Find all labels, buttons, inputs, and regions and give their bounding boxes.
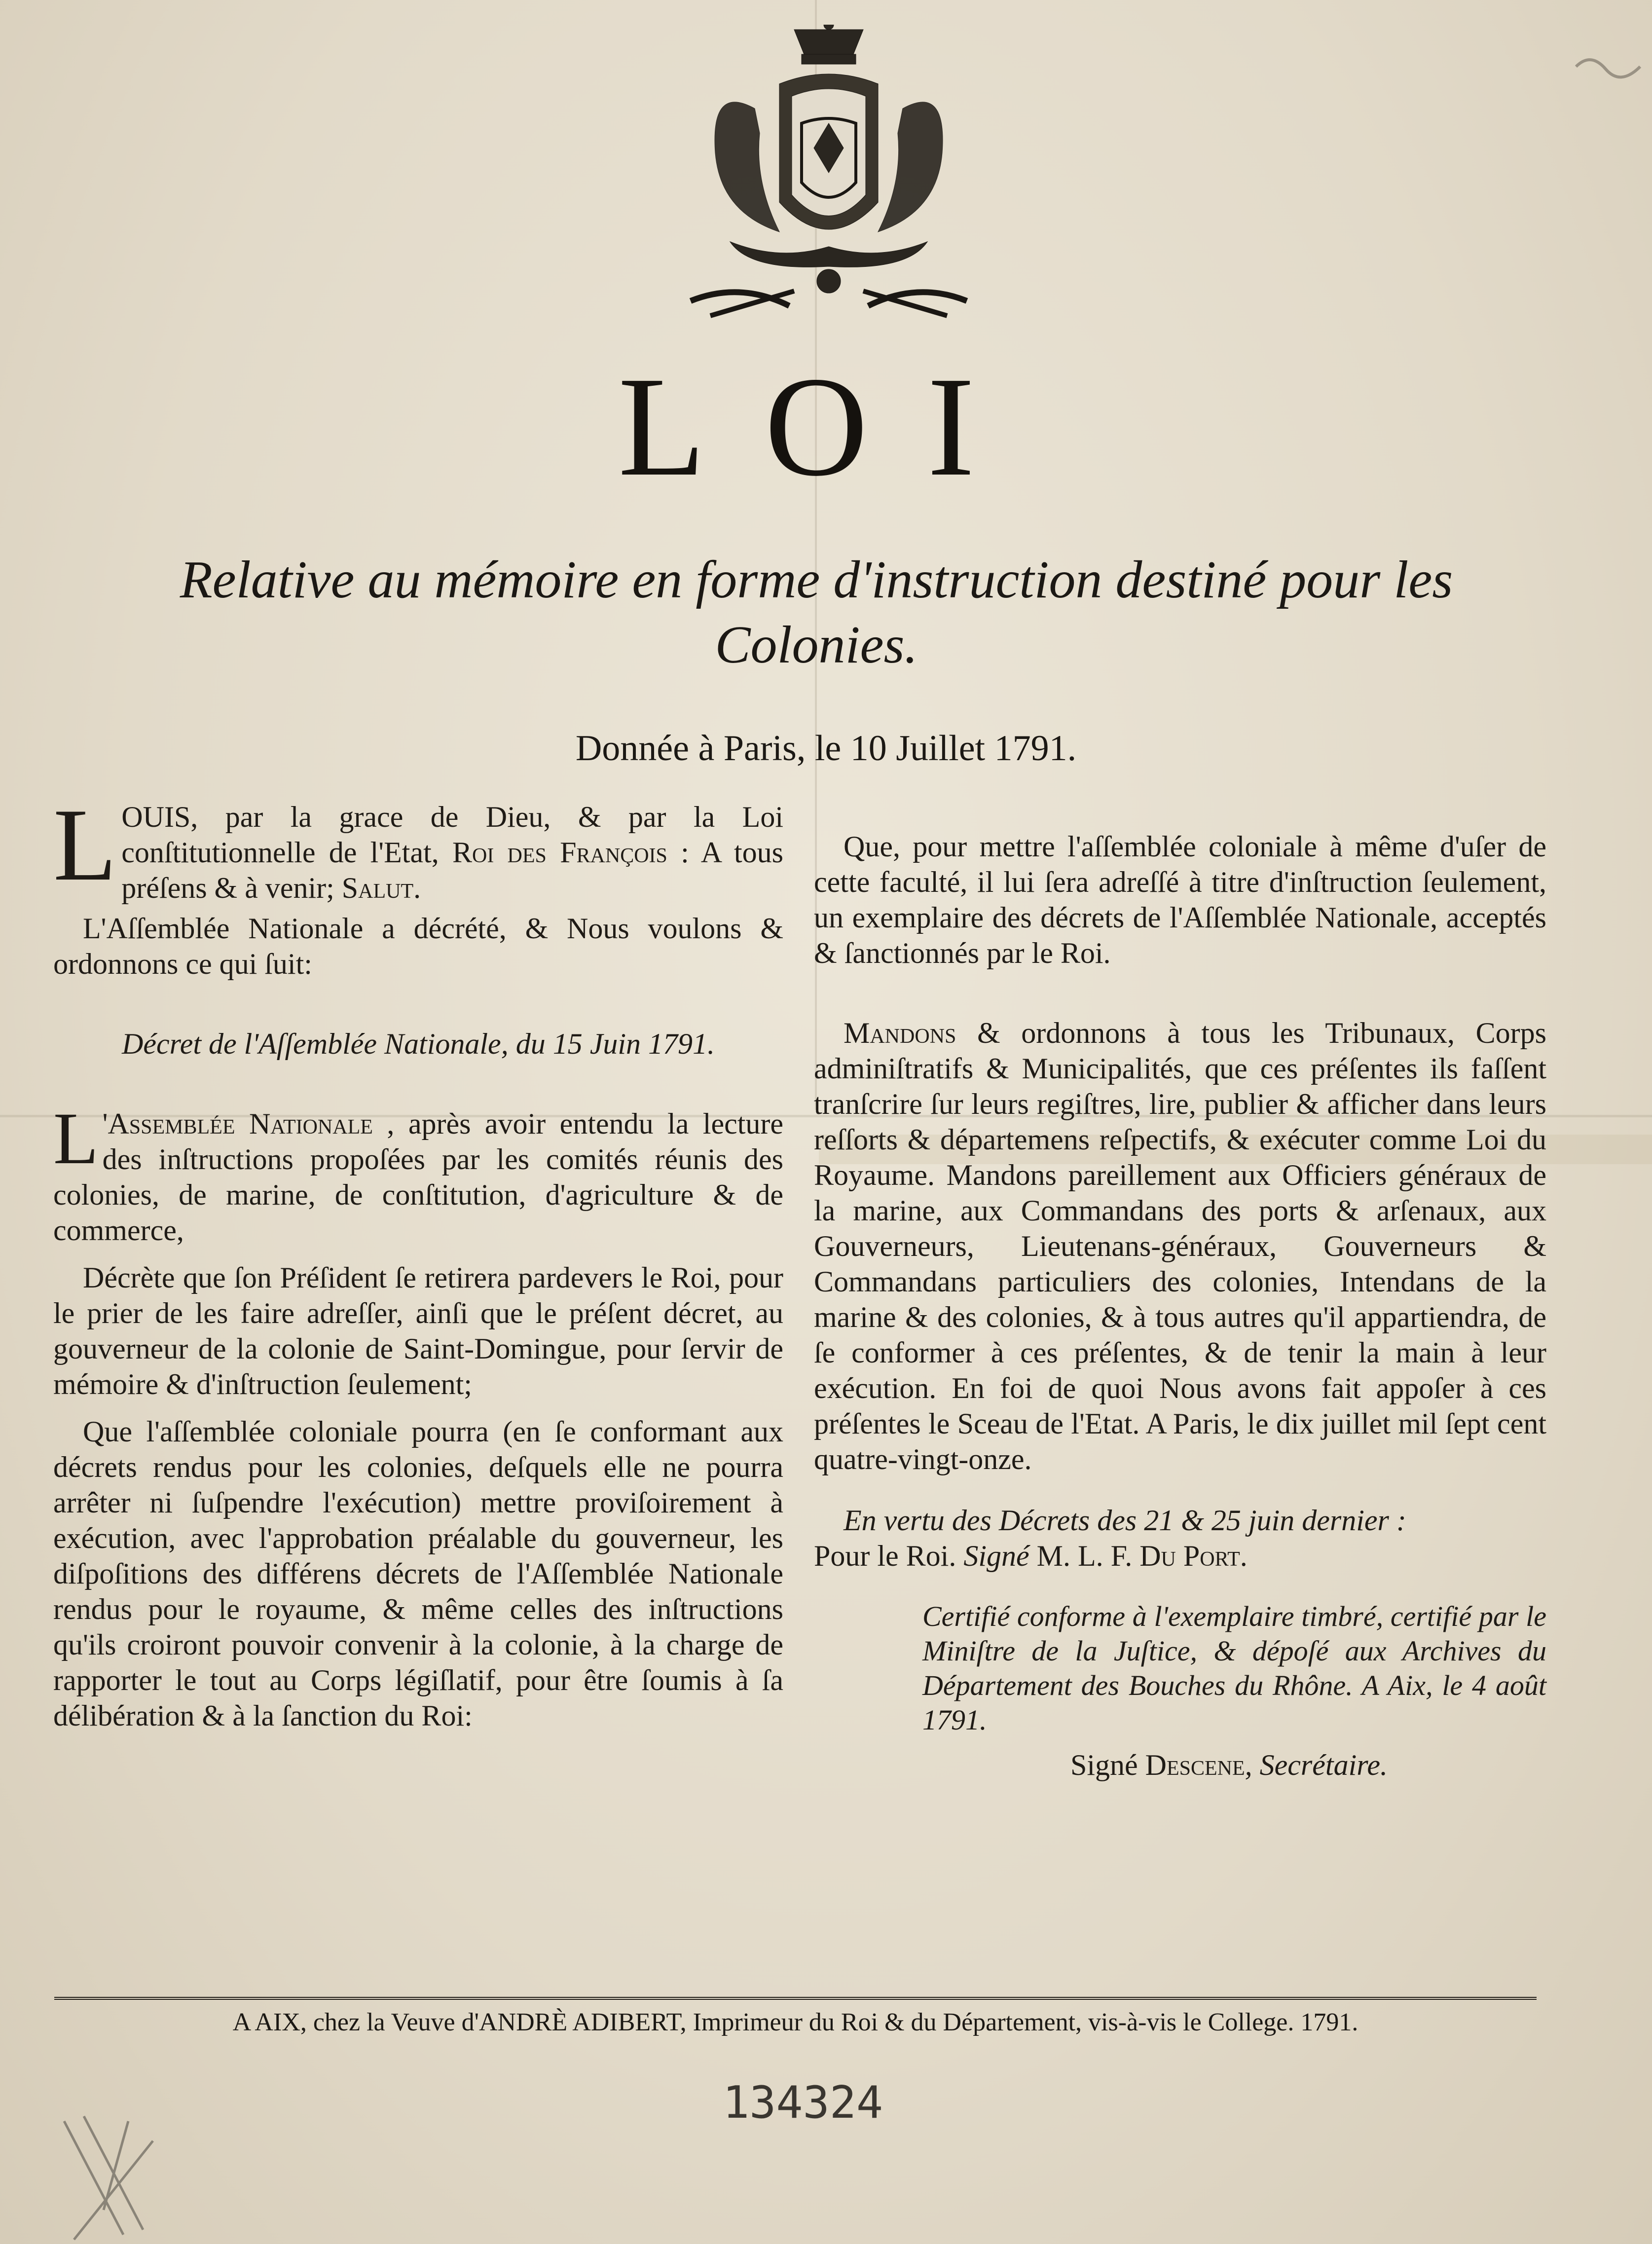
imprint-rule	[54, 1997, 1537, 2002]
shelfmark: 134324	[723, 2077, 883, 2129]
signatory-name: M. L. F. Du Port.	[1036, 1540, 1248, 1572]
preamble-mid: : A tous préſens & à venir;	[121, 836, 784, 904]
drop-cap: L	[53, 788, 117, 902]
signe-label: Signé	[963, 1540, 1029, 1572]
mandons: Mandons	[844, 1017, 956, 1049]
secretary-name: Descene	[1145, 1749, 1245, 1781]
signature-line	[814, 1538, 1546, 1574]
left-column	[53, 788, 784, 1733]
decree-text: , après avoir entendu la lecture des inſtructions propoſées par les comités réunis des colonies, de marine, de conſtitution, d'agriculture & de commerce,	[53, 1107, 784, 1247]
decree-paragraph	[53, 1098, 784, 1248]
decret-heading: Décret de l'Aſſemblée Nationale, du 15 Juin 1791.	[122, 1028, 715, 1060]
certification-note: Certifié conforme à l'exemplaire timbré, certifié par le Miniſtre de la Juſtice, & dépoſé aux Archives du Département des Bouches du Rhône. A Aix, le 4 août 1791.	[922, 1600, 1546, 1736]
mandons-text: & ordonnons à tous les Tribunaux, Corps adminiſtratifs & Municipalités, que ces préſentes ils faſſent tranſcrire ſur leurs regiſtres, lire, publier & afficher dans leurs reſſorts & départemens reſpectifs, & exécuter comme Loi du Royaume. Mandons pareillement aux Officiers généraux de la marine, aux Commandans des ports & arſenaux, aux Gouverneurs, Lieutenans-généraux, Gouverneurs & Commandans particuliers des colonies, Intendans de la marine & des colonies, & à tous autres qu'il appartiendra, de ſe conformer à ces préſentes, & de tenir la main à leur exécution. En foi de quoi Nous avons fait appoſer à ces préſentes le Sceau de l'Etat. A Paris, le dix juillet mil ſept cent quatre-vingt-onze.	[814, 1017, 1546, 1475]
pencil-cross-marks	[54, 2111, 168, 2244]
assemblee-nationale: 'Assemblée Nationale	[102, 1107, 373, 1140]
drop-cap-2: L	[53, 1098, 99, 1179]
preamble-text: OUIS, par la grace de Dieu, & par la Loi conſtitutionnelle de l'Etat,	[121, 801, 783, 869]
instruction-paragraph: Que, pour mettre l'aſſemblée coloniale à même d'uſer de cette faculté, il lui ſera adreſſé à titre d'inſtruction ſeulement, un exemplaire des décrets de l'Aſſemblée Nationale, acceptés & ſanctionnés par le Roi.	[814, 830, 1546, 969]
corner-ink-mark	[1571, 47, 1645, 91]
vertu-line: En vertu des Décrets des 21 & 25 juin dernier :	[844, 1504, 1406, 1537]
royal-coat-of-arms-icon	[631, 25, 1026, 331]
salut: Salut.	[341, 872, 421, 904]
assembly-paragraph: L'Aſſemblée Nationale a décrété, & Nous voulons & ordonnons ce qui ſuit:	[53, 912, 783, 980]
pour-le-roi: Pour le Roi.	[814, 1540, 956, 1572]
secretary-title: , Secrétaire.	[1245, 1749, 1388, 1781]
mandons-paragraph	[814, 1015, 1546, 1477]
date-line: Donnée à Paris, le 10 Juillet 1791.	[575, 728, 1077, 769]
imprint: A AIX, chez la Veuve d'ANDRÈ ADIBERT, Imprimeur du Roi & du Département, vis-à-vis le College. 1791.	[232, 2008, 1358, 2036]
decree-article-2: Que l'aſſemblée coloniale pourra (en ſe conformant aux décrets rendus pour les colonies, deſquels elle ne pourra arrêter ni ſuſpendre l'exécution) mettre proviſoirement à exécution, avec l'approbation préalable du gouverneur, les diſpoſitions des différens décrets de l'Aſſemblée Nationale rendus pour le royaume, & même celles des inſtructions qu'ils croiront pouvoir convenir à la colonie, à la charge de rapporter le tout au Corps légiſlatif, pour être ſoumis à ſa délibération & à la ſanction du Roi:	[53, 1415, 783, 1732]
right-column	[814, 829, 1546, 1783]
signe-2: Signé	[1070, 1749, 1138, 1781]
subtitle: Relative au mémoire en forme d'instruction destiné pour les Colonies.	[180, 551, 1453, 674]
decree-article-1: Décrète que ſon Préſident ſe retirera pardevers le Roi, pour le prier de les faire adreſſer, ainſi que le préſent décret, au gouverneur de la colonie de Saint-Domingue, pour ſervir de mémoire & d'inſtruction ſeulement;	[53, 1261, 783, 1400]
page-title: LOI	[618, 347, 1034, 506]
secretary-signature	[814, 1747, 1546, 1783]
preamble-paragraph	[53, 788, 784, 906]
roi-des-francois: Roi des François	[452, 836, 667, 869]
